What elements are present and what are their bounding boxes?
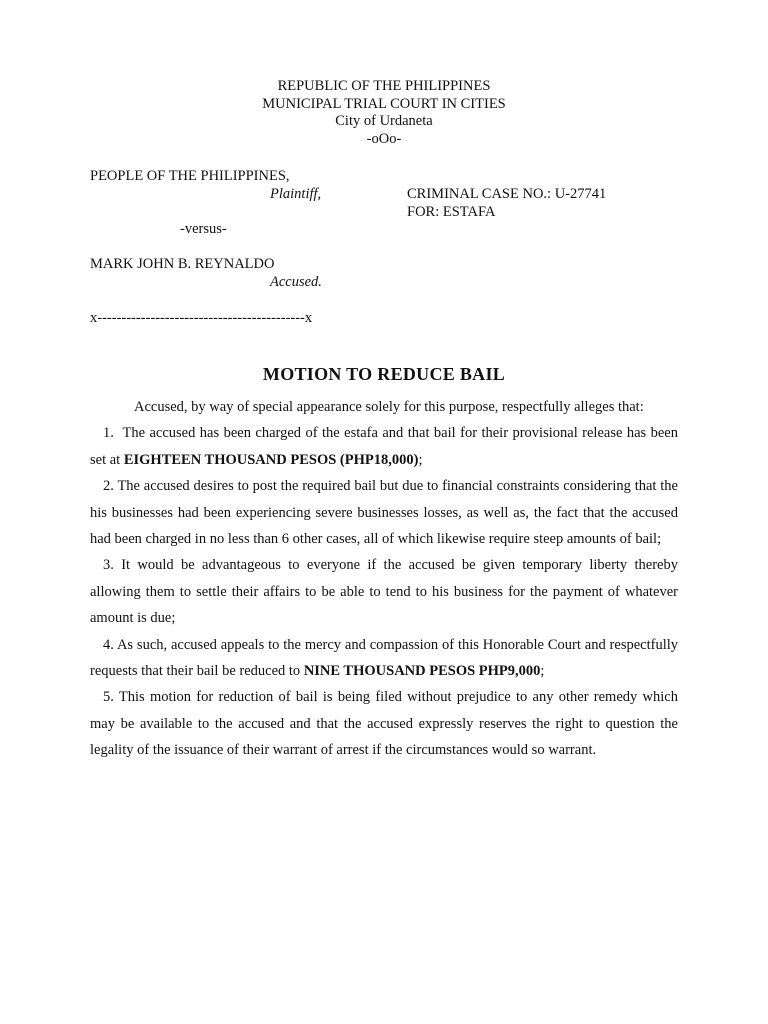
- accused-role: Accused.: [270, 274, 322, 290]
- paragraph-number: 3.: [103, 557, 114, 574]
- court-header: [0, 78, 768, 148]
- bail-amount-original: EIGHTEEN THOUSAND PESOS (PHP18,000): [123, 451, 419, 468]
- plaintiff-name: PEOPLE OF THE PHILIPPINES,: [90, 168, 290, 184]
- paragraph-text: The accused has been charged of the estafa and that bail for their provisional release has been set at: [90, 425, 678, 468]
- paragraph-text: This motion for reduction of bail is being filed without prejudice to any other remedy which may be available to the accused and that the accused expressly reserves the right to question the legality of the issuance of their warrant of arrest if the circumstances would so warrant.: [90, 689, 678, 759]
- accused-name: MARK JOHN B. REYNALDO: [90, 256, 275, 272]
- motion-body: [90, 394, 678, 764]
- paragraph-text: It would be advantageous to everyone if the accused be given temporary liberty thereby allowing them to settle their affairs to be able to tend to his business for the payment of whatever amount is due;: [90, 557, 678, 627]
- paragraph-number: 4.: [103, 636, 114, 653]
- paragraph-number: 1.: [103, 425, 114, 442]
- paragraph-text-end: ;: [540, 663, 545, 680]
- paragraph-2: [90, 473, 678, 552]
- paragraph-text: As such, accused appeals to the mercy and compassion of this Honorable Court and respectfully requests that their bail be reduced to: [90, 636, 678, 680]
- caption-separator: x-------------------------------------------x: [90, 310, 313, 326]
- case-number: CRIMINAL CASE NO.: U-27741: [407, 186, 607, 202]
- header-city: City of Urdaneta: [335, 113, 433, 129]
- bail-amount-requested: NINE THOUSAND PESOS PHP9,000: [303, 663, 541, 680]
- paragraph-text-end: ;: [418, 451, 423, 468]
- paragraph-3: [90, 552, 678, 631]
- paragraph-4: [90, 632, 678, 685]
- paragraph-1: [90, 420, 678, 473]
- paragraph-number: 2.: [103, 478, 114, 495]
- case-offense: FOR: ESTAFA: [407, 204, 496, 220]
- paragraph-number: 5.: [103, 689, 114, 706]
- header-court: MUNICIPAL TRIAL COURT IN CITIES: [262, 95, 506, 112]
- document-title: MOTION TO REDUCE BAIL: [262, 364, 506, 384]
- plaintiff-role: Plaintiff,: [270, 186, 322, 202]
- header-ornament: -oOo-: [366, 130, 402, 147]
- paragraph-text: The accused desires to post the required bail but due to financial constraints considering that the his businesses had been experiencing severe businesses losses, as well as, the fact that the accused had been charged in no less than 6 other cases, all of which likewise require steep amounts of bail;: [90, 478, 678, 548]
- header-republic: REPUBLIC OF THE PHILIPPINES: [277, 78, 491, 94]
- intro-paragraph: Accused, by way of special appearance solely for this purpose, respectfully alleges that:: [134, 399, 644, 415]
- paragraph-5: [90, 684, 678, 763]
- versus-label: -versus-: [180, 221, 227, 237]
